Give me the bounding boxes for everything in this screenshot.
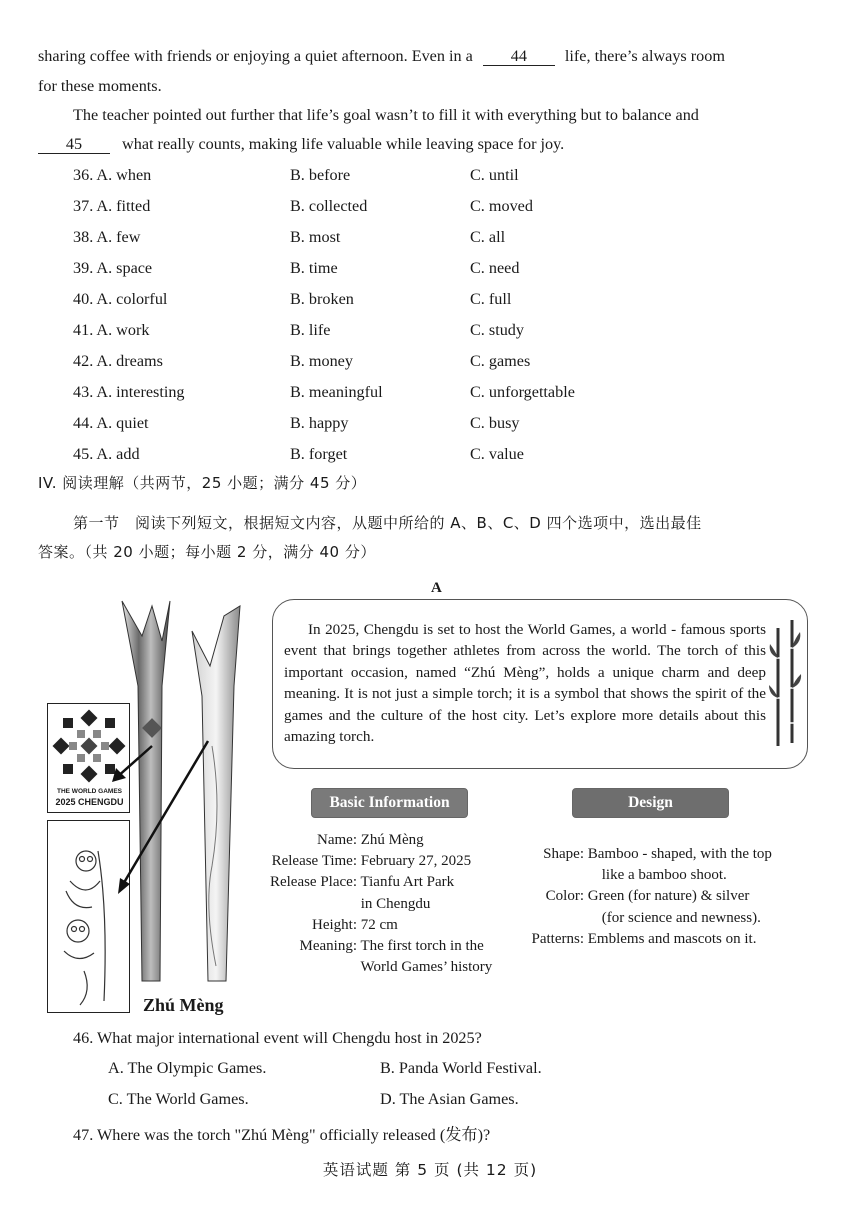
option-40-c: C. full xyxy=(470,290,512,308)
article-label: A xyxy=(431,580,442,596)
intro-text: In 2025, Chengdu is set to host the World Games, a world - famous sports event that brings together athletes from across the world. The torch of this important occasion, named “Zhú Mèng”, holds a unique charm and deep meaning. It is not just a simple torch; it is a symbol that shows the spirit of the games and the culture of the host city. Let’s explore more details about this amazing torch. xyxy=(284,621,766,746)
passage-line-1: sharing coffee with friends or enjoying a quiet afternoon. Even in a 44 life, there’s always room xyxy=(38,47,725,65)
option-43-c: C. unforgettable xyxy=(470,383,575,401)
option-39-a: 39. A. space xyxy=(73,259,153,277)
blank-44: 44 xyxy=(483,47,555,66)
option-36-b: B. before xyxy=(290,166,351,184)
blank-45: 45 xyxy=(38,135,110,154)
option-44-c: C. busy xyxy=(470,414,520,432)
design-heading: Design xyxy=(572,788,729,818)
bamboo-icon xyxy=(768,618,802,748)
option-38-a: 38. A. few xyxy=(73,228,141,246)
option-41-a: 41. A. work xyxy=(73,321,150,339)
question-46-option-c: C. The World Games. xyxy=(108,1090,249,1108)
option-37-c: C. moved xyxy=(470,197,533,215)
option-45-b: B. forget xyxy=(290,445,348,463)
question-47: 47. Where was the torch "Zhú Mèng" officially released (发布)? xyxy=(73,1126,491,1144)
option-42-a: 42. A. dreams xyxy=(73,352,163,370)
option-38-b: B. most xyxy=(290,228,341,246)
option-37-b: B. collected xyxy=(290,197,368,215)
basic-info-list: Name: Zhú Mèng Release Time: February 27, 2025 Release Place: Tianfu Art Park in Chengdu Height: 72 cm Meaning: The first torch in the World Games’ history xyxy=(269,832,493,976)
option-45-a: 45. A. add xyxy=(73,445,140,463)
torch-caption: Zhú Mèng xyxy=(143,995,224,1015)
question-46-option-b: B. Panda World Festival. xyxy=(380,1059,542,1077)
question-46-option-a: A. The Olympic Games. xyxy=(108,1059,267,1077)
design-info-list: Shape: Bamboo - shaped, with the top like a bamboo shoot. Color: Green (for nature) & silver (for science and newness). Patterns: Emblems and mascots on it. xyxy=(531,846,772,947)
option-39-b: B. time xyxy=(290,259,338,277)
option-43-b: B. meaningful xyxy=(290,383,383,401)
emblem-text-2: 2025 CHENGDU xyxy=(55,797,124,807)
passage-line-4: 45 what really counts, making life valuable while leaving space for joy. xyxy=(38,135,564,154)
option-42-c: C. games xyxy=(470,352,531,370)
option-40-a: 40. A. colorful xyxy=(73,290,168,308)
option-41-c: C. study xyxy=(470,321,524,339)
option-44-a: 44. A. quiet xyxy=(73,414,149,432)
section-heading: IV. 阅读理解（共两节，25 小题；满分 45 分） xyxy=(38,474,367,492)
question-46: 46. What major international event will Chengdu host in 2025? xyxy=(73,1029,482,1047)
torch-illustration xyxy=(112,596,262,1016)
option-41-b: B. life xyxy=(290,321,331,339)
option-38-c: C. all xyxy=(470,228,506,246)
option-36-c: C. until xyxy=(470,166,519,184)
option-42-b: B. money xyxy=(290,352,353,370)
option-44-b: B. happy xyxy=(290,414,349,432)
part1-instructions-2: 答案。（共 20 小题；每小题 2 分，满分 40 分） xyxy=(38,543,376,561)
part1-instructions-1: 第一节 阅读下列短文，根据短文内容，从题中所给的 A、B、C、D 四个选项中，选出最佳 xyxy=(73,514,702,532)
option-43-a: 43. A. interesting xyxy=(73,383,185,401)
question-46-option-d: D. The Asian Games. xyxy=(380,1090,519,1108)
option-36-a: 36. A. when xyxy=(73,166,152,184)
page-footer: 英语试题 第 5 页 (共 12 页) xyxy=(322,1161,538,1179)
option-39-c: C. need xyxy=(470,259,520,277)
emblem-text-1: THE WORLD GAMES xyxy=(57,788,122,795)
basic-info-heading: Basic Information xyxy=(311,788,468,818)
option-40-b: B. broken xyxy=(290,290,354,308)
passage-line-3: The teacher pointed out further that life’s goal wasn’t to fill it with everything but to balance and xyxy=(73,106,699,124)
option-37-a: 37. A. fitted xyxy=(73,197,151,215)
option-45-c: C. value xyxy=(470,445,524,463)
passage-line-2: for these moments. xyxy=(38,77,162,95)
